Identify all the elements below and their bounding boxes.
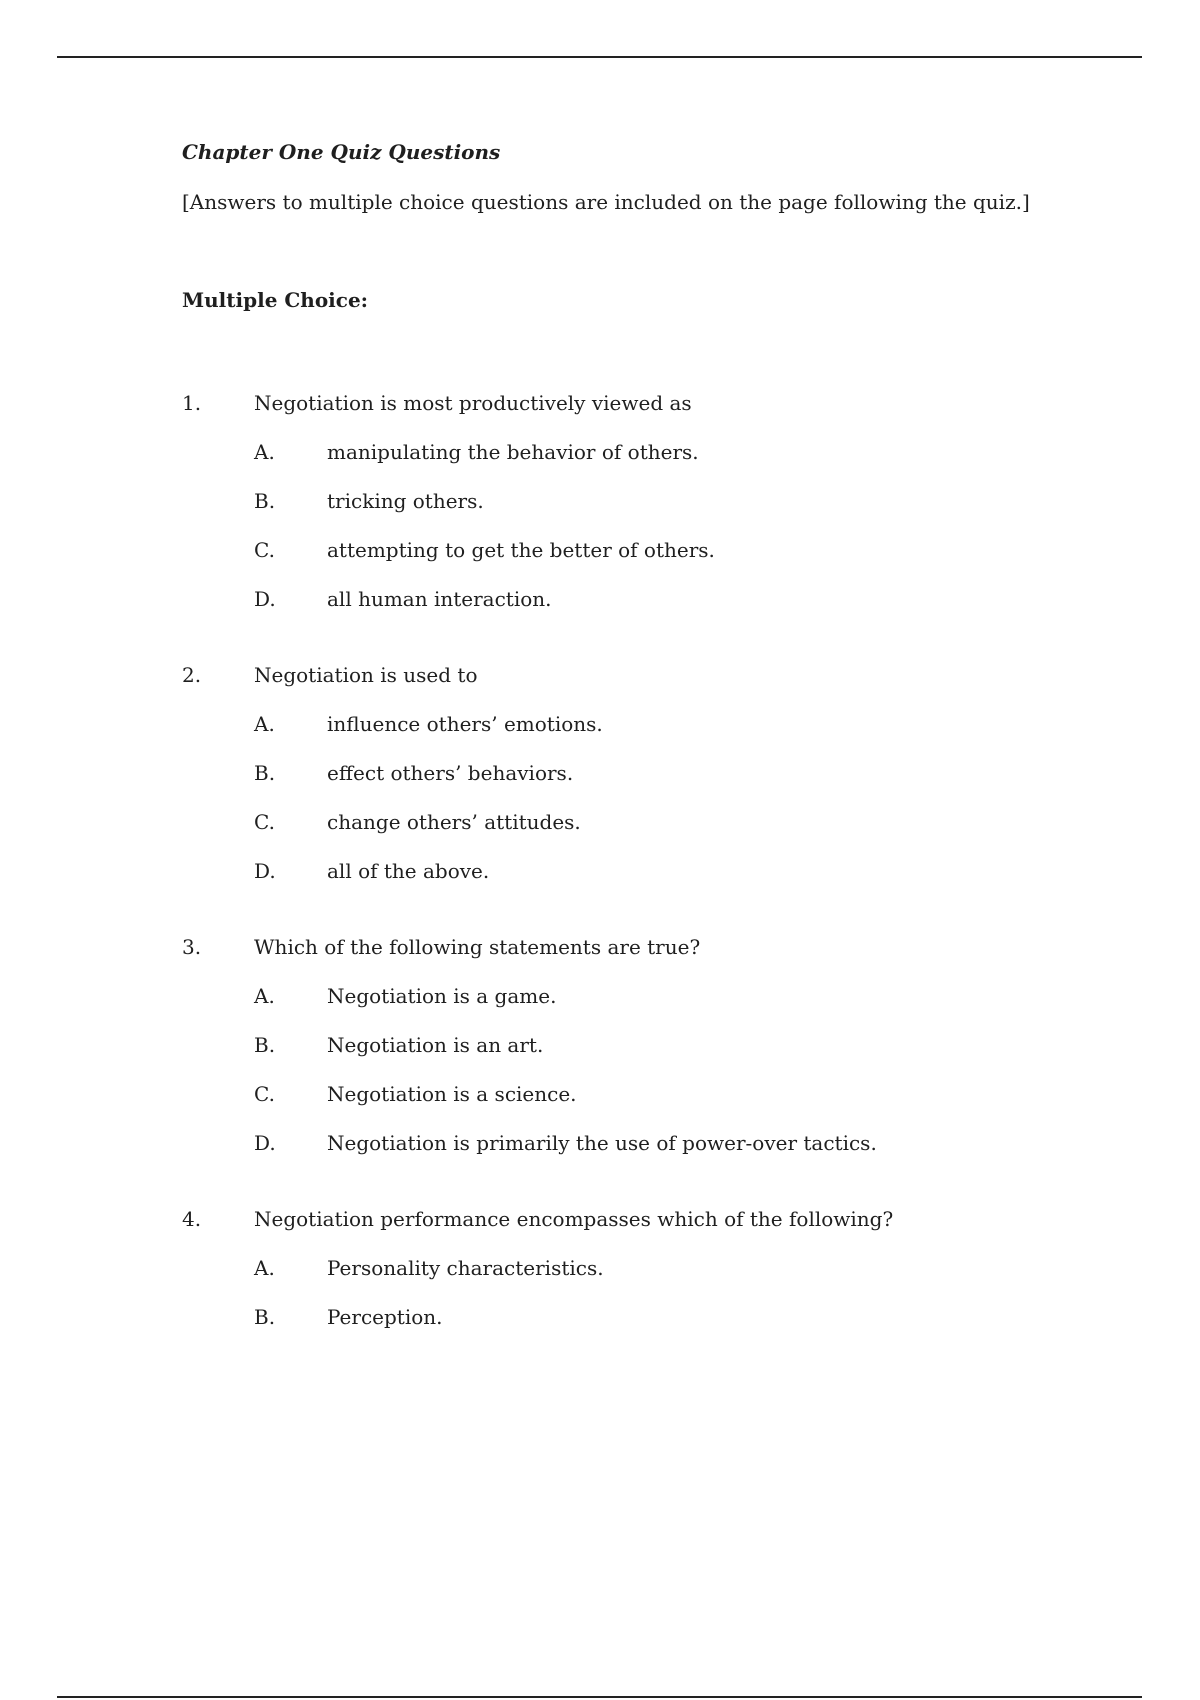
top-rule [57,56,1142,58]
option-row [182,1031,1082,1059]
section-heading: Multiple Choice: [182,288,369,312]
option-text: Perception. [327,1305,443,1329]
option-letter: C. [254,1082,275,1106]
question-list [182,389,1082,1331]
question-text: Negotiation is most productively viewed as [254,391,692,415]
option-row [182,585,1082,613]
question-number: 4. [182,1207,202,1231]
bottom-rule [57,1696,1142,1698]
option-text: all human interaction. [327,587,552,611]
question-3 [182,933,1082,1157]
option-text: Negotiation is primarily the use of power-over tactics. [327,1131,877,1155]
option-text: Negotiation is a game. [327,984,557,1008]
option-row [182,1254,1082,1282]
option-letter: C. [254,538,275,562]
option-text: change others’ attitudes. [327,810,581,834]
option-text: effect others’ behaviors. [327,761,574,785]
question-text: Which of the following statements are true? [254,935,701,959]
option-row [182,857,1082,885]
option-letter: A. [254,712,275,736]
option-letter: A. [254,984,275,1008]
option-text: manipulating the behavior of others. [327,440,699,464]
option-letter: C. [254,810,275,834]
option-row [182,536,1082,564]
option-row [182,1129,1082,1157]
option-row [182,982,1082,1010]
option-text: attempting to get the better of others. [327,538,715,562]
option-text: Personality characteristics. [327,1256,604,1280]
question-text: Negotiation performance encompasses which of the following? [254,1207,894,1231]
option-letter: B. [254,761,276,785]
question-2 [182,661,1082,885]
option-letter: B. [254,1305,276,1329]
option-letter: B. [254,489,276,513]
page-title: Chapter One Quiz Questions [182,140,501,164]
option-text: Negotiation is an art. [327,1033,544,1057]
answers-note: [Answers to multiple choice questions are included on the page following the quiz.] [182,190,1030,214]
option-row [182,1080,1082,1108]
option-row [182,438,1082,466]
option-letter: A. [254,440,275,464]
question-number: 2. [182,663,202,687]
question-4 [182,1205,1082,1331]
question-number: 3. [182,935,202,959]
option-letter: A. [254,1256,275,1280]
option-letter: B. [254,1033,276,1057]
option-text: all of the above. [327,859,490,883]
option-text: influence others’ emotions. [327,712,603,736]
question-text: Negotiation is used to [254,663,478,687]
option-text: Negotiation is a science. [327,1082,577,1106]
option-row [182,759,1082,787]
option-text: tricking others. [327,489,484,513]
question-number: 1. [182,391,202,415]
question-1 [182,389,1082,613]
option-row [182,1303,1082,1331]
page-content [182,140,1082,1379]
option-letter: D. [254,587,276,611]
option-row [182,487,1082,515]
option-letter: D. [254,859,276,883]
option-letter: D. [254,1131,276,1155]
option-row [182,710,1082,738]
option-row [182,808,1082,836]
